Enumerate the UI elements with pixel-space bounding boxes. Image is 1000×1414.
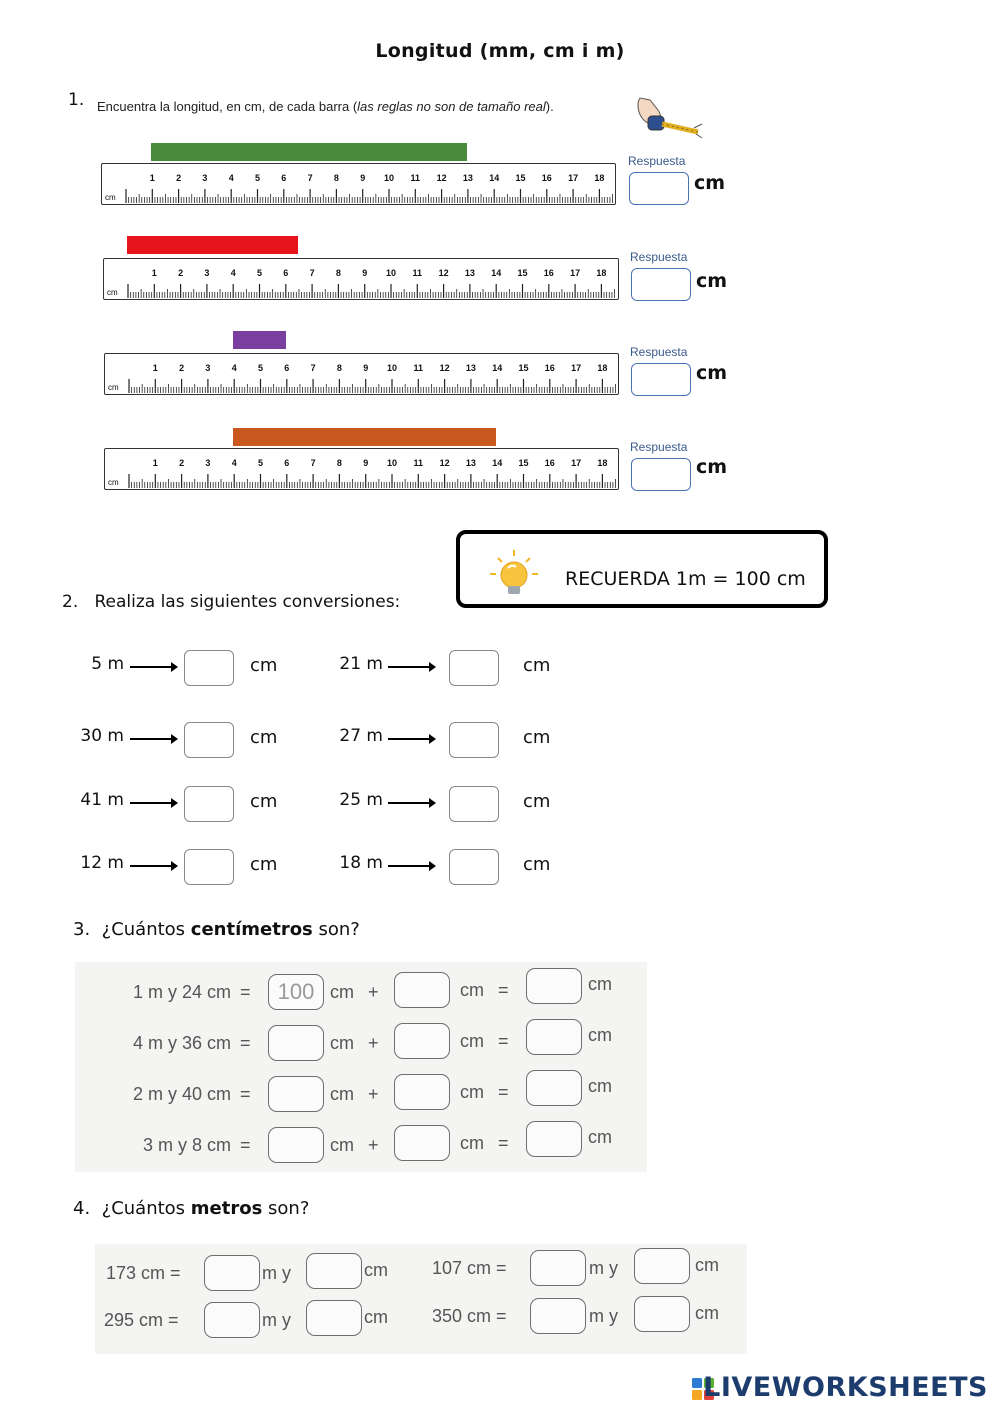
ruler-number: 7 bbox=[309, 268, 315, 278]
expression: 295 cm = bbox=[104, 1310, 179, 1330]
answer-label: Respuesta bbox=[628, 154, 686, 168]
unit-m-y: m y bbox=[262, 1310, 291, 1330]
length-bar-4 bbox=[233, 428, 496, 446]
ruler-number: 13 bbox=[465, 363, 476, 373]
conversion-input[interactable] bbox=[184, 650, 234, 686]
plus-sign: + bbox=[368, 982, 379, 1002]
cm-input[interactable] bbox=[394, 972, 450, 1008]
plus-sign: + bbox=[368, 1033, 379, 1053]
unit-cm: cm bbox=[460, 1082, 484, 1102]
answer-unit: cm bbox=[696, 456, 728, 478]
conversion-label: 25 m bbox=[339, 790, 383, 810]
meters-input[interactable] bbox=[530, 1250, 586, 1286]
ruler-number: 2 bbox=[179, 458, 185, 468]
ruler-number: 13 bbox=[464, 268, 475, 278]
recuerda-box bbox=[456, 530, 828, 608]
answer-input-2[interactable] bbox=[631, 268, 691, 301]
expression: 3 m y 8 cm bbox=[142, 1135, 231, 1155]
conversion-input[interactable] bbox=[449, 849, 499, 885]
ruler-4 bbox=[104, 448, 619, 490]
unit-cm: cm bbox=[330, 982, 354, 1002]
answer-label: Respuesta bbox=[630, 345, 688, 359]
unit-cm: cm bbox=[364, 1307, 388, 1327]
ruler-number: 7 bbox=[310, 363, 316, 373]
title-bold: metros bbox=[190, 1198, 263, 1219]
cm-input[interactable] bbox=[306, 1253, 362, 1289]
equals-sign: = bbox=[240, 1033, 251, 1053]
conversion-unit: cm bbox=[250, 791, 278, 812]
arrow-icon bbox=[388, 666, 434, 668]
length-bar-3 bbox=[233, 331, 286, 349]
answer-unit: cm bbox=[696, 270, 728, 292]
ruler-number: 14 bbox=[489, 173, 500, 183]
ruler-number: 12 bbox=[436, 173, 447, 183]
unit-cm: cm bbox=[588, 974, 612, 994]
meters-to-cm-input[interactable]: 100 bbox=[268, 974, 324, 1010]
total-cm-input[interactable] bbox=[526, 968, 582, 1004]
meters-to-cm-input[interactable] bbox=[268, 1025, 324, 1061]
total-cm-input[interactable] bbox=[526, 1121, 582, 1157]
ruler-number: 3 bbox=[202, 173, 208, 183]
ruler-2 bbox=[103, 258, 619, 300]
ruler-number: 11 bbox=[410, 173, 421, 183]
ruler-number: 17 bbox=[570, 268, 581, 278]
answer-unit: cm bbox=[694, 172, 726, 194]
expression: 107 cm = bbox=[432, 1258, 507, 1278]
unit-cm: cm bbox=[695, 1255, 719, 1275]
conversion-label: 21 m bbox=[339, 654, 383, 674]
ruler-number: 5 bbox=[257, 363, 264, 373]
unit-cm: cm bbox=[364, 1260, 388, 1280]
ruler-number: 8 bbox=[333, 173, 339, 183]
cm-input[interactable] bbox=[634, 1248, 690, 1284]
ruler-number: 7 bbox=[307, 173, 313, 183]
section-4-number: 4. bbox=[73, 1198, 91, 1219]
equals-sign: = bbox=[240, 982, 251, 1002]
instruction-italic: las reglas no son de tamaño real bbox=[357, 99, 546, 114]
ruler-number: 10 bbox=[386, 363, 398, 373]
conversion-label: 27 m bbox=[339, 726, 383, 746]
unit-cm: cm bbox=[695, 1303, 719, 1323]
expression: 1 m y 24 cm bbox=[132, 982, 231, 1002]
conversion-input[interactable] bbox=[184, 849, 234, 885]
ruler-number: 1 bbox=[151, 268, 157, 278]
equals-sign: = bbox=[240, 1135, 251, 1155]
ruler-number: 1 bbox=[149, 173, 155, 183]
ruler-number: 8 bbox=[335, 268, 341, 278]
section-1-number: 1. bbox=[68, 90, 85, 110]
arrow-icon bbox=[130, 738, 176, 740]
conversion-unit: cm bbox=[523, 854, 551, 875]
answer-unit: cm bbox=[696, 362, 728, 384]
ruler-number: 17 bbox=[568, 173, 579, 183]
ruler-number: 15 bbox=[518, 363, 529, 373]
conversion-unit: cm bbox=[523, 791, 551, 812]
ruler-number: 12 bbox=[439, 363, 450, 373]
ruler-number: 14 bbox=[492, 458, 503, 468]
ruler-number: 17 bbox=[571, 458, 582, 468]
conversion-input[interactable] bbox=[184, 786, 234, 822]
ruler-number: 18 bbox=[597, 458, 608, 468]
arrow-icon bbox=[130, 865, 176, 867]
answer-input-1[interactable] bbox=[629, 172, 689, 205]
ruler-number: 16 bbox=[543, 268, 554, 278]
expression: 350 cm = bbox=[432, 1306, 507, 1326]
conversion-input[interactable] bbox=[184, 722, 234, 758]
unit-cm: cm bbox=[460, 980, 484, 1000]
unit-cm: cm bbox=[588, 1025, 612, 1045]
brand-name: LIVEWORKSHEETS bbox=[703, 1372, 988, 1403]
cm-input[interactable] bbox=[634, 1296, 690, 1332]
meters-to-cm-input[interactable] bbox=[268, 1127, 324, 1163]
expression: 4 m y 36 cm bbox=[132, 1033, 231, 1053]
ruler-number: 4 bbox=[231, 458, 237, 468]
ruler-number: 1 bbox=[152, 363, 158, 373]
conversion-label: 5 m bbox=[91, 654, 124, 674]
cm-input[interactable] bbox=[306, 1300, 362, 1336]
meters-to-cm-input[interactable] bbox=[268, 1076, 324, 1112]
ruler-number: 18 bbox=[594, 173, 605, 183]
ruler-number: 9 bbox=[363, 363, 369, 373]
unit-m-y: m y bbox=[262, 1263, 291, 1283]
tape-measure-icon bbox=[632, 94, 704, 144]
arrow-icon bbox=[130, 802, 176, 804]
ruler-number: 8 bbox=[336, 363, 342, 373]
section-2-title-text: Realiza las siguientes conversiones: bbox=[94, 592, 401, 612]
ruler-number: 5 bbox=[256, 268, 263, 278]
ruler-3 bbox=[104, 353, 619, 395]
cm-input[interactable] bbox=[394, 1074, 450, 1110]
conversion-input[interactable] bbox=[449, 786, 499, 822]
conversion-input[interactable] bbox=[449, 650, 499, 686]
ruler-number: 9 bbox=[360, 173, 366, 183]
ruler-number: 13 bbox=[462, 173, 473, 183]
ruler-1 bbox=[101, 163, 616, 205]
ruler-number: 14 bbox=[492, 363, 503, 373]
conversion-label: 18 m bbox=[339, 853, 383, 873]
plus-sign: + bbox=[368, 1135, 379, 1155]
section-3-number: 3. bbox=[73, 919, 91, 940]
ruler-number: 4 bbox=[231, 363, 237, 373]
ruler-number: 11 bbox=[413, 458, 424, 468]
equals-sign: = bbox=[498, 980, 509, 1000]
ruler-number: 6 bbox=[281, 173, 287, 183]
ruler-number: 2 bbox=[179, 363, 185, 373]
meters-input[interactable] bbox=[530, 1298, 586, 1334]
meters-input[interactable] bbox=[204, 1255, 260, 1291]
equals-sign: = bbox=[240, 1084, 251, 1104]
section-1-instruction bbox=[97, 99, 554, 114]
ruler-number: 18 bbox=[597, 363, 608, 373]
ruler-unit-label: cm bbox=[107, 288, 118, 297]
unit-cm: cm bbox=[460, 1031, 484, 1051]
ruler-number: 9 bbox=[362, 268, 368, 278]
ruler-number: 15 bbox=[517, 268, 528, 278]
answer-input-3[interactable] bbox=[631, 363, 691, 396]
answer-label: Respuesta bbox=[630, 440, 688, 454]
ruler-scale bbox=[105, 449, 618, 489]
ruler-number: 15 bbox=[518, 458, 529, 468]
ruler-number: 3 bbox=[205, 458, 211, 468]
ruler-unit-label: cm bbox=[108, 478, 119, 487]
ruler-number: 10 bbox=[386, 458, 398, 468]
ruler-number: 6 bbox=[284, 363, 290, 373]
unit-cm: cm bbox=[460, 1133, 484, 1153]
answer-label: Respuesta bbox=[630, 250, 688, 264]
equals-sign: = bbox=[498, 1082, 509, 1102]
ruler-number: 2 bbox=[176, 173, 182, 183]
ruler-number: 8 bbox=[336, 458, 342, 468]
unit-cm: cm bbox=[330, 1084, 354, 1104]
arrow-icon bbox=[130, 666, 176, 668]
ruler-scale bbox=[104, 259, 618, 299]
ruler-number: 11 bbox=[412, 268, 423, 278]
title-post: son? bbox=[312, 919, 360, 940]
ruler-scale bbox=[102, 164, 615, 204]
title-post: son? bbox=[262, 1198, 310, 1219]
ruler-number: 6 bbox=[283, 268, 289, 278]
title-pre: ¿Cuántos bbox=[101, 919, 191, 940]
conversion-unit: cm bbox=[523, 655, 551, 676]
ruler-unit-label: cm bbox=[105, 193, 116, 202]
ruler-number: 2 bbox=[178, 268, 184, 278]
expression: 173 cm = bbox=[106, 1263, 181, 1283]
section-2-number: 2. bbox=[62, 592, 79, 612]
unit-cm: cm bbox=[330, 1033, 354, 1053]
ruler-number: 3 bbox=[205, 363, 211, 373]
unit-cm: cm bbox=[330, 1135, 354, 1155]
unit-cm: cm bbox=[588, 1076, 612, 1096]
ruler-scale bbox=[105, 354, 618, 394]
ruler-number: 13 bbox=[465, 458, 476, 468]
answer-input-4[interactable] bbox=[631, 458, 691, 491]
arrow-icon bbox=[388, 738, 434, 740]
ruler-unit-label: cm bbox=[108, 383, 119, 392]
ruler-number: 14 bbox=[491, 268, 502, 278]
cm-input[interactable] bbox=[394, 1125, 450, 1161]
title-bold: centímetros bbox=[190, 919, 313, 940]
ruler-number: 10 bbox=[383, 173, 395, 183]
ruler-number: 7 bbox=[310, 458, 316, 468]
ruler-number: 4 bbox=[230, 268, 236, 278]
page-title: Longitud (mm, cm i m) bbox=[375, 40, 625, 62]
section-3-title bbox=[73, 919, 360, 940]
ruler-number: 5 bbox=[257, 458, 264, 468]
section-2-title bbox=[62, 592, 400, 612]
conversion-unit: cm bbox=[250, 655, 278, 676]
meters-input[interactable] bbox=[204, 1302, 260, 1338]
ruler-number: 11 bbox=[413, 363, 424, 373]
ruler-number: 18 bbox=[596, 268, 607, 278]
conversion-label: 41 m bbox=[80, 790, 124, 810]
ruler-number: 15 bbox=[515, 173, 526, 183]
ruler-number: 12 bbox=[439, 458, 450, 468]
arrow-icon bbox=[388, 865, 434, 867]
ruler-number: 1 bbox=[152, 458, 158, 468]
conversion-unit: cm bbox=[250, 854, 278, 875]
ruler-number: 16 bbox=[541, 173, 552, 183]
conversion-unit: cm bbox=[250, 727, 278, 748]
ruler-number: 12 bbox=[438, 268, 449, 278]
arrow-icon bbox=[388, 802, 434, 804]
unit-m-y: m y bbox=[589, 1258, 618, 1278]
unit-m-y: m y bbox=[589, 1306, 618, 1326]
total-cm-input[interactable] bbox=[526, 1070, 582, 1106]
length-bar-2 bbox=[127, 236, 298, 254]
equals-sign: = bbox=[498, 1031, 509, 1051]
title-pre: ¿Cuántos bbox=[101, 1198, 191, 1219]
instruction-end: ). bbox=[545, 99, 554, 114]
lightbulb-icon bbox=[488, 548, 540, 600]
instruction-text: Encuentra la longitud, en cm, de cada barra ( bbox=[97, 99, 358, 114]
ruler-number: 5 bbox=[254, 173, 261, 183]
length-bar-1 bbox=[151, 143, 467, 161]
conversion-label: 30 m bbox=[80, 726, 124, 746]
ruler-number: 16 bbox=[544, 363, 555, 373]
ruler-number: 9 bbox=[363, 458, 369, 468]
total-cm-input[interactable] bbox=[526, 1019, 582, 1055]
cm-input[interactable] bbox=[394, 1023, 450, 1059]
plus-sign: + bbox=[368, 1084, 379, 1104]
ruler-number: 17 bbox=[571, 363, 582, 373]
conversion-label: 12 m bbox=[80, 853, 124, 873]
expression: 2 m y 40 cm bbox=[132, 1084, 231, 1104]
conversion-unit: cm bbox=[523, 727, 551, 748]
ruler-number: 4 bbox=[228, 173, 234, 183]
equals-sign: = bbox=[498, 1133, 509, 1153]
ruler-number: 3 bbox=[204, 268, 210, 278]
section-4-title bbox=[73, 1198, 309, 1219]
unit-cm: cm bbox=[588, 1127, 612, 1147]
ruler-number: 6 bbox=[284, 458, 290, 468]
ruler-number: 10 bbox=[385, 268, 397, 278]
ruler-number: 16 bbox=[544, 458, 555, 468]
recuerda-text: RECUERDA 1m = 100 cm bbox=[565, 568, 806, 590]
conversion-input[interactable] bbox=[449, 722, 499, 758]
